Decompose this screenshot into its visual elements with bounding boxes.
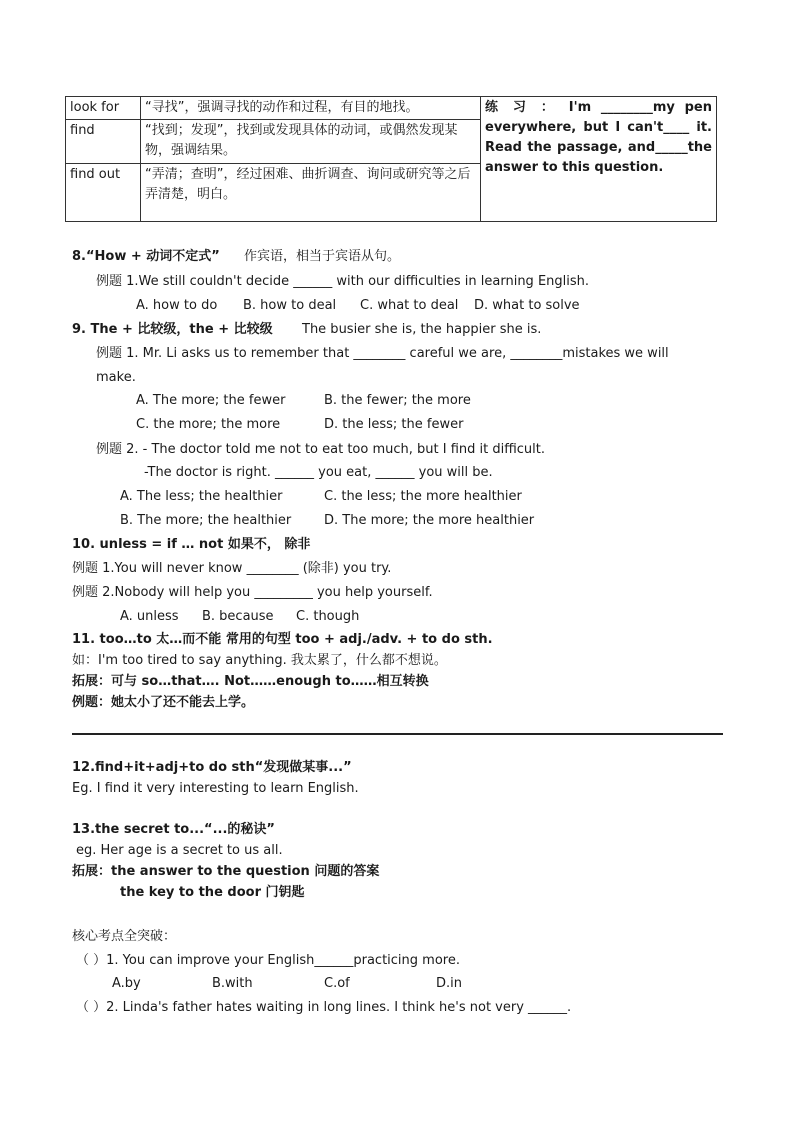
s9-example-2: 例题 2. - The doctor told me not to eat too much, but I find it difficult. [96,442,546,457]
meaning-cell: “寻找”，强调寻找的动作和过程，有目的地找。 [141,97,481,120]
meaning-cell: “找到；发现”，找到或发现具体的动词，或偶然发现某物，强调结果。 [141,120,481,164]
table-row [66,97,717,120]
option-b: B.with [212,976,253,991]
question-1: （ ）1. You can improve your English______practicing more. [76,953,460,968]
s9-example-2-reply: -The doctor is right. ______ you eat, ______ you will be. [144,465,493,480]
term-cell: look for [66,97,141,120]
term-cell: find [66,120,141,164]
option-b: B. how to deal [243,298,337,313]
s11-extend: 拓展：可与 so…that…. Not……enough to……相互转换 [72,674,429,689]
meaning-cell: “弄清；查明”，经过困难、曲折调查、询问或研究等之后弄清楚，明白。 [141,164,481,222]
practice-cell: 练 习 ： I'm ________my pen everywhere, but I can't____ it. Read the passage, and_____the answer to this question. [481,97,717,222]
option-a: A. how to do [136,298,218,313]
option-a: A.by [112,976,141,991]
option-c: C. though [296,609,360,624]
s9-example-1: 例题 1. Mr. Li asks us to remember that ________ careful we are, ________mistakes we will [96,346,669,361]
option-a: A. unless [120,609,179,624]
option-d: D.in [436,976,462,991]
section-13-heading: 13.the secret to...“...的秘诀” [72,822,275,837]
section-8-heading: 8.“How + 动词不定式” [72,249,220,264]
term-cell: find out [66,164,141,222]
s13-example: eg. Her age is a secret to us all. [76,843,283,858]
s13-extend-2: the key to the door 门钥匙 [120,885,305,900]
s9-example-1-cont: make. [96,370,136,385]
s11-example: 如：I'm too tired to say anything. 我太累了，什么都不想说。 [72,653,447,668]
s12-example: Eg. I find it very interesting to learn English. [72,781,359,796]
section-9-heading: 9. The + 比较级，the + 比较级 [72,322,273,337]
option-a: A. The less; the healthier [120,489,283,504]
section-9-note: The busier she is, the happier she is. [302,322,542,337]
core-title: 核心考点全突破： [72,929,177,944]
option-d: D. The more; the more healthier [324,513,535,528]
option-c: C. what to deal [360,298,459,313]
option-c: C.of [324,976,350,991]
option-d: D. what to solve [474,298,580,313]
s10-example-1: 例题 1.You will never know ________ (除非) you try. [72,561,392,576]
s11-exercise: 例题：她太小了还不能去上学。 [72,695,255,710]
option-c: C. the more; the more [136,417,281,432]
option-d: D. the less; the fewer [324,417,464,432]
option-b: B. The more; the healthier [120,513,292,528]
option-b: B. the fewer; the more [324,393,471,408]
option-a: A. The more; the fewer [136,393,286,408]
s13-extend-1: 拓展：the answer to the question 问题的答案 [72,864,380,879]
question-2: （ ）2. Linda's father hates waiting in long lines. I think he's not very ______. [76,1000,572,1015]
section-12-heading: 12.find+it+adj+to do sth“发现做某事...” [72,760,352,775]
vocab-table [65,96,717,222]
option-b: B. because [202,609,274,624]
section-11-heading: 11. too…to 太…而不能 常用的句型 too + adj./adv. + to do sth. [72,632,493,647]
section-8-note: 作宾语，相当于宾语从句。 [244,249,401,264]
s8-example-1: 例题 1.We still couldn't decide ______ with our difficulties in learning English. [96,274,590,289]
option-c: C. the less; the more healthier [324,489,522,504]
s10-example-2: 例题 2.Nobody will help you _________ you help yourself. [72,585,433,600]
section-divider [72,733,723,735]
section-10-heading: 10. unless = if … not 如果不， 除非 [72,537,311,552]
